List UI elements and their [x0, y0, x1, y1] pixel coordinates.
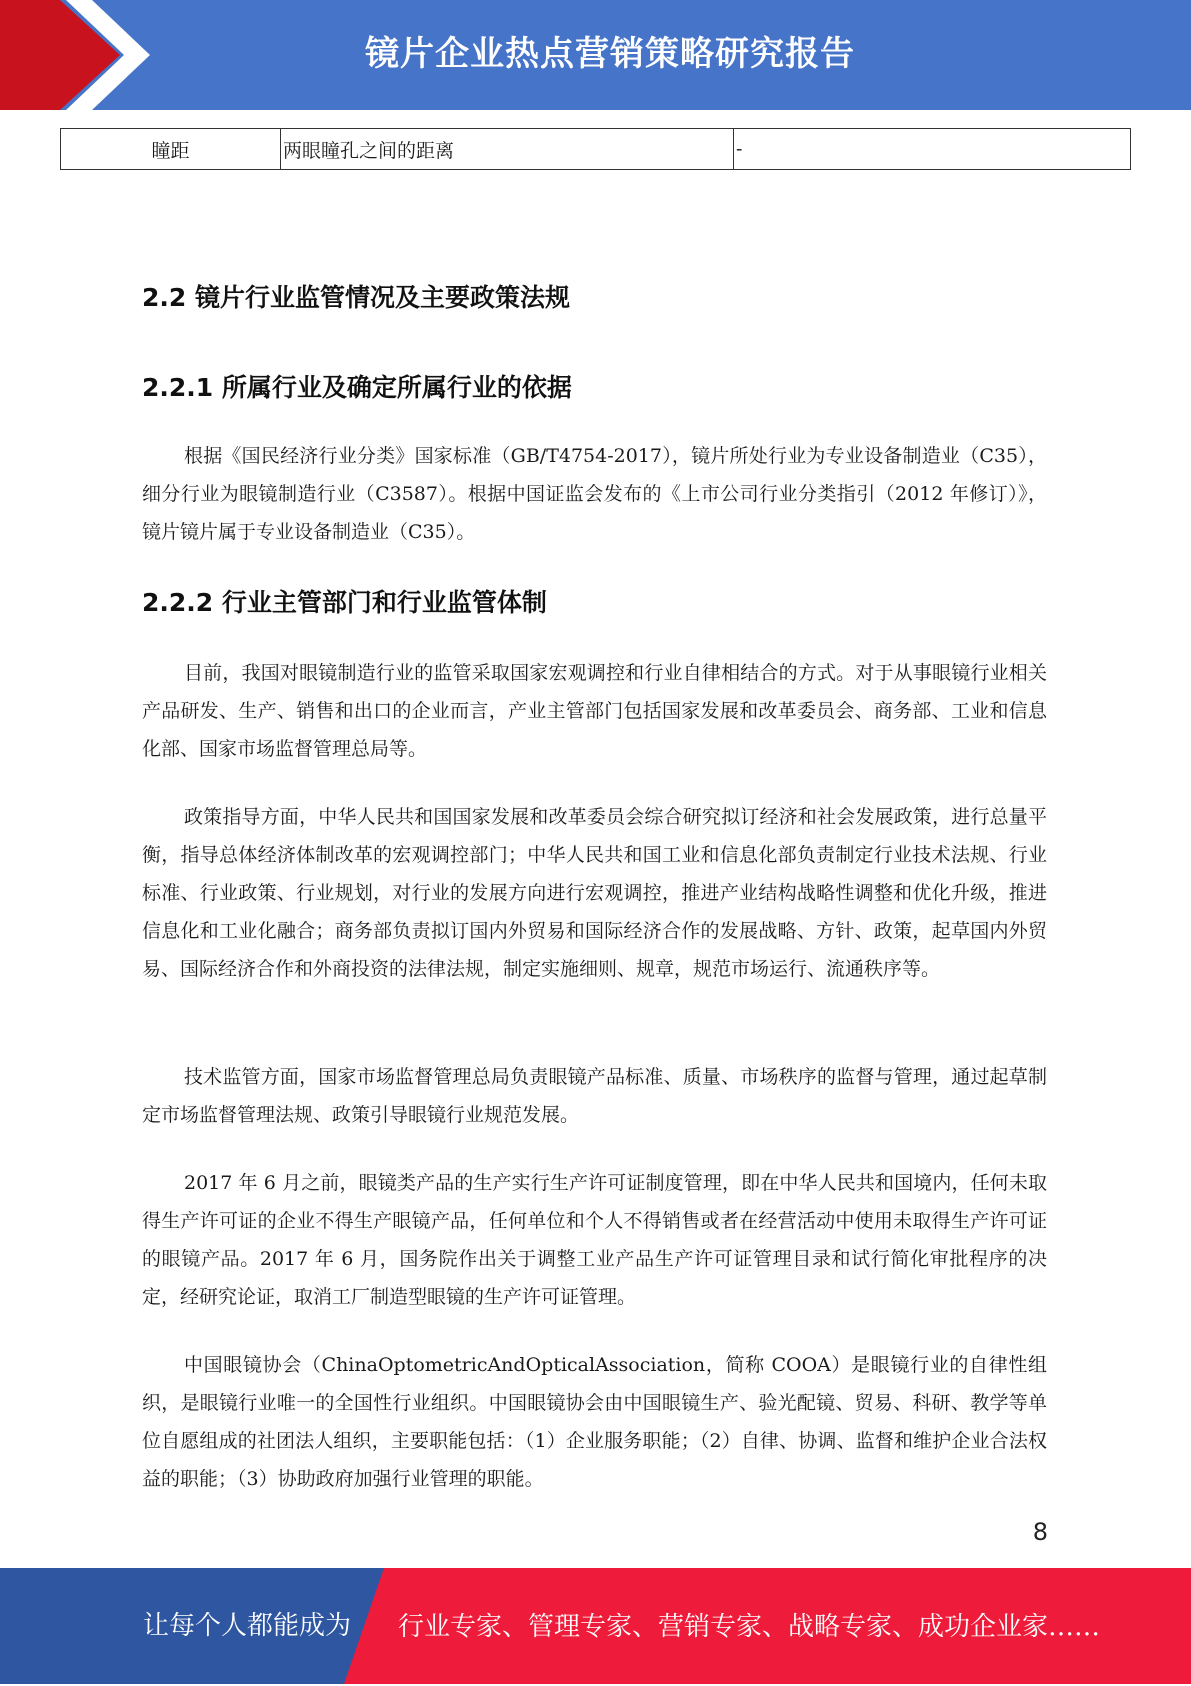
table-row [61, 129, 1131, 170]
section-heading-2-2: 2.2 镜片行业监管情况及主要政策法规 [142, 283, 570, 312]
paragraph-technical-supervision: 技术监管方面，国家市场监督管理总局负责眼镜产品标准、质量、市场秩序的监督与管理，通过起草制定市场监督管理法规、政策引导眼镜行业规范发展。 [142, 1066, 1047, 1126]
paragraph-cooa: 中国眼镜协会（ChinaOptometricAndOpticalAssociation，简称 COOA）是眼镜行业的自律性组织，是眼镜行业唯一的全国性行业组织。中国眼镜协会由中国眼镜生产、验光配镜、贸易、科研、教学等单位自愿组成的社团法人组织，主要职能包括：（1）企业服务职能；（2）自律、协调、监督和维护企业合法权益的职能；（3）协助政府加强行业管理的职能。 [142, 1354, 1047, 1490]
definition-table [60, 128, 1131, 170]
footer-slogan-left: 让每个人都能成为 [143, 1611, 352, 1641]
footer-slogan-right: 行业专家、管理专家、营销专家、战略专家、成功企业家…… [398, 1612, 1101, 1642]
header-arrow-decoration [0, 0, 160, 110]
table-cell-note: - [734, 129, 1131, 170]
section-heading-2-2-2: 2.2.2 行业主管部门和行业监管体制 [142, 588, 547, 617]
table-cell-definition: 两眼瞳孔之间的距离 [281, 129, 734, 170]
paragraph-production-license: 2017 年 6 月之前，眼镜类产品的生产实行生产许可证制度管理，即在中华人民共和国境内，任何未取得生产许可证的企业不得生产眼镜产品，任何单位和个人不得销售或者在经营活动中使用未取得生产许可证的眼镜产品。2017 年 6 月，国务院作出关于调整工业产品生产许可证管理目录和试行简化审批程序的决定，经研究论证，取消工厂制造型眼镜的生产许可证管理。 [142, 1172, 1047, 1308]
table-cell-term: 瞳距 [61, 129, 281, 170]
page-header [0, 0, 1191, 110]
section-heading-2-2-1: 2.2.1 所属行业及确定所属行业的依据 [142, 373, 572, 402]
paragraph-industry-classification: 根据《国民经济行业分类》国家标准（GB/T4754-2017），镜片所处行业为专业设备制造业（C35），细分行业为眼镜制造行业（C3587）。根据中国证监会发布的《上市公司行业分类指引（2012 年修订）》，镜片镜片属于专业设备制造业（C35）。 [142, 445, 1047, 543]
page-number: 8 [1032, 1518, 1048, 1546]
paragraph-regulation-overview: 目前，我国对眼镜制造行业的监管采取国家宏观调控和行业自律相结合的方式。对于从事眼镜行业相关产品研发、生产、销售和出口的企业而言，产业主管部门包括国家发展和改革委员会、商务部、工业和信息化部、国家市场监督管理总局等。 [142, 662, 1047, 760]
page-footer [0, 1568, 1191, 1684]
report-title: 镜片企业热点营销策略研究报告 [365, 34, 855, 74]
paragraph-policy-guidance: 政策指导方面，中华人民共和国国家发展和改革委员会综合研究拟订经济和社会发展政策，进行总量平衡，指导总体经济体制改革的宏观调控部门；中华人民共和国工业和信息化部负责制定行业技术法规、行业标准、行业政策、行业规划，对行业的发展方向进行宏观调控，推进产业结构战略性调整和优化升级，推进信息化和工业化融合；商务部负责拟订国内外贸易和国际经济合作的发展战略、方针、政策，起草国内外贸易、国际经济合作和外商投资的法律法规，制定实施细则、规章，规范市场运行、流通秩序等。 [142, 806, 1047, 980]
